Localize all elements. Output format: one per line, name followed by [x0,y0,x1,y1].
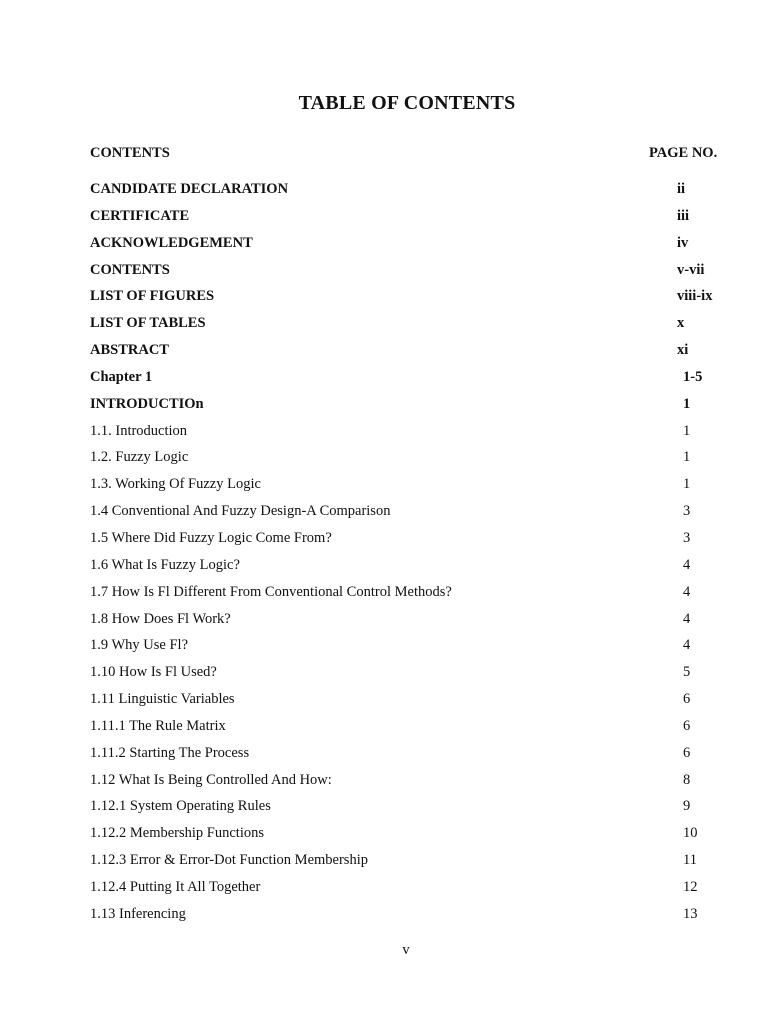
toc-entry [0,557,768,584]
toc-entry-title: INTRODUCTIOn [90,395,204,412]
toc-entry [0,879,768,906]
toc-entry [0,745,768,772]
toc-entry [0,611,768,638]
toc-entry [0,449,768,476]
toc-entry-title: LIST OF FIGURES [90,288,215,305]
toc-entry [0,691,768,718]
toc-entry-title: 1.4 Conventional And Fuzzy Design-A Comparison [90,503,391,520]
toc-entry-title: 1.11 Linguistic Variables [90,691,235,708]
toc-entry-page: 13 [683,905,698,922]
toc-entry-title: LIST OF TABLES [90,315,206,332]
toc-entry-title: 1.13 Inferencing [90,905,186,922]
toc-entry-page: 4 [683,583,691,600]
toc-entry [0,288,768,315]
toc-entry-page: 4 [683,610,691,627]
toc-entry-title: 1.11.2 Starting The Process [90,744,250,761]
toc-entry-title: 1.12.4 Putting It All Together [90,878,261,895]
toc-entry-title: 1.9 Why Use Fl? [90,637,189,654]
toc-entry-title: 1.12.3 Error & Error-Dot Function Membership [90,852,368,869]
toc-entry [0,369,768,396]
toc-entry-title: CONTENTS [90,261,170,278]
toc-entry-title: 1.12.2 Membership Functions [90,825,264,842]
toc-entry-page: viii-ix [677,288,713,305]
toc-entry-page: 11 [683,852,697,869]
toc-entry [0,718,768,745]
toc-entry [0,584,768,611]
toc-entry-title: ABSTRACT [90,342,169,359]
page-number-footer: v [402,942,410,958]
toc-entry [0,637,768,664]
toc-entry [0,208,768,235]
toc-entry-page: 4 [683,637,691,654]
toc-entry [0,530,768,557]
toc-entry-title: 1.12 What Is Being Controlled And How: [90,771,332,788]
toc-entry-page: 3 [683,503,691,520]
toc-entry-page: 12 [683,878,698,895]
toc-entry [0,664,768,691]
toc-entry [0,235,768,262]
toc-entry-page: x [677,315,685,332]
toc-entry-title: 1.1. Introduction [90,422,188,439]
toc-entry-title: 1.7 How Is Fl Different From Conventional Control Methods? [90,583,452,600]
toc-entry-page: 8 [683,771,691,788]
toc-entry-title: ACKNOWLEDGEMENT [90,234,253,251]
toc-entry-title: 1.6 What Is Fuzzy Logic? [90,556,240,573]
toc-entry [0,852,768,879]
toc-entry-page: 6 [683,744,691,761]
toc-entry-page: 1-5 [683,368,703,385]
toc-entry-page: 3 [683,529,691,546]
toc-entry-page: 4 [683,556,691,573]
toc-entry-title: 1.3. Working Of Fuzzy Logic [90,476,261,493]
toc-entry [0,503,768,530]
toc-entry [0,262,768,289]
page-title: TABLE OF CONTENTS [298,92,516,114]
toc-entry-page: iv [677,234,689,251]
toc-entry-title: 1.2. Fuzzy Logic [90,449,189,466]
toc-entry-page: v-vii [677,261,705,278]
toc-entry [0,906,768,933]
toc-entry-title: 1.5 Where Did Fuzzy Logic Come From? [90,529,332,546]
toc-entry [0,396,768,423]
toc-entry-title: Chapter 1 [90,368,153,385]
toc-entry-page: 1 [683,449,691,466]
toc-entry-title: 1.11.1 The Rule Matrix [90,717,226,734]
toc-entry-page: 1 [683,422,691,439]
toc-entry-page: ii [677,181,686,197]
toc-entry-page: iii [677,207,690,224]
toc-entry [0,772,768,799]
toc-entry-title: CANDIDATE DECLARATION [90,181,289,197]
toc-list [0,181,768,933]
toc-entry-page: 1 [683,395,691,412]
toc-entry-page: 10 [683,825,698,842]
toc-entry [0,798,768,825]
toc-entry-page: 9 [683,798,691,815]
toc-entry-page: 6 [683,691,691,708]
toc-entry-page: xi [677,342,689,359]
contents-column-header: CONTENTS [90,145,170,161]
toc-entry-title: 1.8 How Does Fl Work? [90,610,231,627]
toc-entry [0,476,768,503]
toc-entry-title: 1.10 How Is Fl Used? [90,664,217,681]
toc-entry-page: 5 [683,664,691,681]
toc-entry-title: 1.12.1 System Operating Rules [90,798,271,815]
toc-entry [0,181,768,208]
toc-entry-title: CERTIFICATE [90,207,190,224]
toc-entry [0,315,768,342]
toc-entry [0,342,768,369]
toc-entry [0,825,768,852]
toc-entry-page: 6 [683,717,691,734]
page-number-column-header: PAGE NO. [649,145,718,161]
toc-entry-page: 1 [683,476,691,493]
toc-entry [0,423,768,450]
